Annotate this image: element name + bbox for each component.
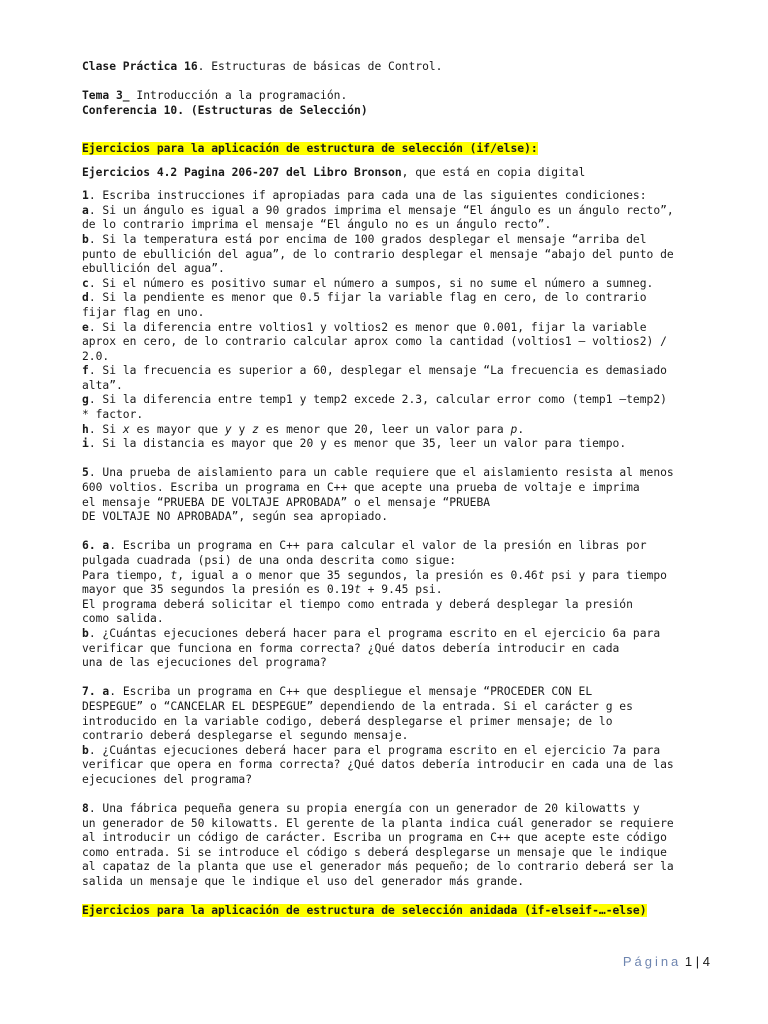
exercise-1g: g. Si la diferencia entre temp1 y temp2 excede 2.3, calcular error como (temp1 —temp2) <box>82 393 667 407</box>
page-total: 4 <box>702 954 710 969</box>
exercise-1e: e. Si la diferencia entre voltios1 y voltios2 es menor que 0.001, fijar la variable <box>82 320 647 334</box>
exercise-1: 1. Escriba instrucciones if apropiadas para cada una de las siguientes condiciones: a. Si un ángulo es igual a 90 grados imprima el mensaje “El ángulo es un ángulo recto”, de lo contrario imprima el mensaje “El ángulo no es un ángulo recto”. b. Si la temperatura está por encima de 100 grados desplegar el mensaje “arriba del punto de ebullición del agua”, de lo contrario desplegar el mensaje “abajo del punto de ebullición del agua”. c. Si el número es positivo sumar el número a sumpos, si no sume el número a sumneg. d. Si la pendiente es menor que 0.5 fijar la variable flag en cero, de lo contrario fijar flag en uno. e. Si la diferencia entre voltios1 y voltios2 es menor que 0.001, fijar la variable aprox en cero, de lo contrario calcular aprox como la cantidad (voltios1 – voltios2) / 2.0. f. Si la frecuencia es superior a 60, desplegar el mensaje “La frecuencia es demasiado alta”. g. Si la diferencia entre temp1 y temp2 excede 2.3, calcular error como (temp1 —temp2) * factor. h. Si x es mayor que y y z es menor que 20, leer un valor para p. i. Si la distancia es mayor que 20 y es menor que 35, leer un valor para tiempo. <box>82 189 702 452</box>
exercise-7: 7. a. Escriba un programa en C++ que despliegue el mensaje “PROCEDER CON EL DESPEGUE” o “CANCELAR EL DESPEGUE” dependiendo de la entrada. Si el carácter g es introducido en la variable codigo, deberá desplegarse el primer mensaje; de lo contrario deberá desplegarse el segundo mensaje. b. ¿Cuántas ejecuciones deberá hacer para el programa escrito en el ejercicio 7a para verificar que opera en forma correcta? ¿Qué datos debería introducir en cada una de las ejecuciones del programa? <box>82 685 702 787</box>
exercise-1b: b. Si la temperatura está por encima de 100 grados desplegar el mensaje “arriba del <box>82 232 647 246</box>
exercise-1i: i. Si la distancia es mayor que 20 y es menor que 35, leer un valor para tiempo. <box>82 437 627 451</box>
page-current: 1 <box>684 954 693 969</box>
exercise-1f: f. Si la frecuencia es superior a 60, desplegar el mensaje “La frecuencia es demasiado <box>82 364 667 378</box>
exercise-6b: b. ¿Cuántas ejecuciones deberá hacer para el programa escrito en el ejercicio 6a para <box>82 626 661 640</box>
exercise-8: 8. Una fábrica pequeña genera su propia energía con un generador de 20 kilowatts y un generador de 50 kilowatts. El gerente de la planta indica cuál generador se requiere al introducir un código de carácter. Escriba un programa en C++ que acepte este código como entrada. Si se introduce el código s deberá desplegarse un mensaje que le indique al capataz de la planta que use el generador más pequeño; de lo contrario deberá ser la salida un mensaje que le indique el uso del generador más grande. <box>82 802 674 889</box>
page-label: Página <box>622 954 682 969</box>
exercise-6: 6. a. Escriba un programa en C++ para calcular el valor de la presión en libras por pulgada cuadrada (psi) de una onda descrita como sigue: Para tiempo, t, igual a o menor que 35 segundos, la presión es 0.46t psi y para tiempo mayor que 35 segundos la presión es 0.19t + 9.45 psi. El programa deberá solicitar el tiempo como entrada y deberá desplegar la presión como salida. b. ¿Cuántas ejecuciones deberá hacer para el programa escrito en el ejercicio 6a para verificar que funciona en forma correcta? ¿Qué datos debería introducir en cada una de las ejecuciones del programa? <box>82 539 702 670</box>
exercise-1h: h. Si x es mayor que y y z es menor que 20, leer un valor para p. <box>82 422 525 436</box>
exercise-7b: b. ¿Cuántas ejecuciones deberá hacer para el programa escrito en el ejercicio 7a para <box>82 743 661 757</box>
exercise-1c: c. Si el número es positivo sumar el número a sumpos, si no sume el número a sumneg. <box>82 276 654 290</box>
class-title: Clase Práctica 16. Estructuras de básicas de Control. <box>82 60 443 73</box>
exercise-6a: 6. a. Escriba un programa en C++ para calcular el valor de la presión en libras por <box>82 539 647 553</box>
exercise-7a: 7. a. Escriba un programa en C++ que despliegue el mensaje “PROCEDER CON EL <box>82 685 593 699</box>
exercise-5: 5. Una prueba de aislamiento para un cable requiere que el aislamiento resista al menos 600 voltios. Escriba un programa en C++ que acepte una prueba de voltaje e imprima el mensaje “PRUEBA DE VOLTAJE APROBADA” o el mensaje “PRUEBA DE VOLTAJE NO APROBADA”, según sea apropiado. <box>82 466 674 524</box>
exercise-1d: d. Si la pendiente es menor que 0.5 fijar la variable flag en cero, de lo contrario <box>82 291 647 305</box>
exercise-1a: a. Si un ángulo es igual a 90 grados imprima el mensaje “El ángulo es un ángulo recto”, <box>82 203 674 217</box>
page-footer <box>560 955 710 970</box>
section-heading-nested: Ejercicios para la aplicación de estructura de selección anidada (if-elseif-…-else) <box>82 904 647 918</box>
book-reference: Ejercicios 4.2 Pagina 206-207 del Libro Bronson, que está en copia digital <box>82 165 586 179</box>
page-separator: | <box>692 954 703 969</box>
document-body <box>82 60 702 919</box>
topic-title: Tema 3_ Introducción a la programación. <box>82 89 348 103</box>
section-heading-if-else: Ejercicios para la aplicación de estructura de selección (if/else): <box>82 141 538 155</box>
conference-title: Conferencia 10. (Estructuras de Selección) <box>82 103 368 117</box>
